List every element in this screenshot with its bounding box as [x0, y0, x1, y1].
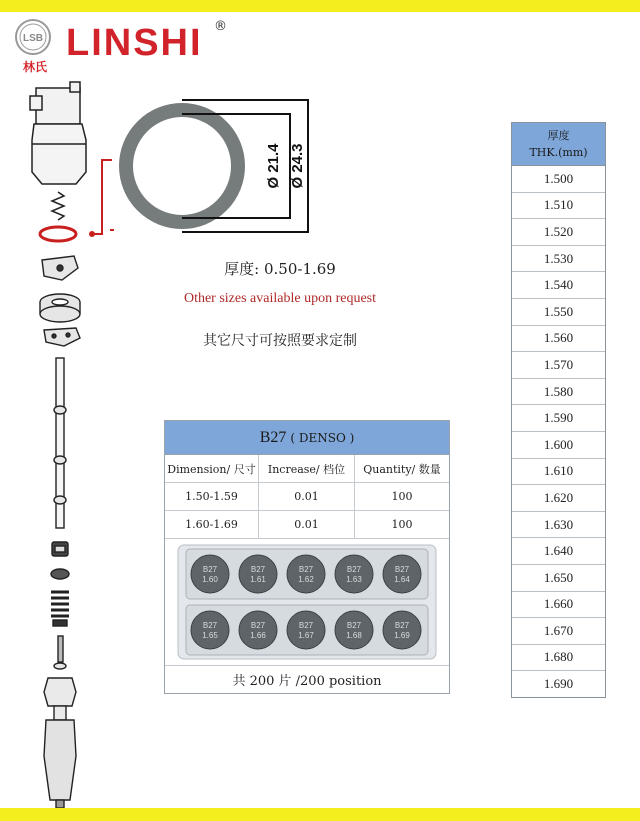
list-item: 1.590: [512, 405, 605, 432]
list-item: 1.550: [512, 299, 605, 326]
seal-icon: [14, 18, 52, 56]
registered-mark: ®: [214, 19, 227, 34]
thickness-header-en: THK.(mm): [529, 146, 588, 159]
list-item: 1.560: [512, 326, 605, 353]
shim-tray-image: [176, 543, 438, 661]
spec-header-row: [165, 455, 449, 483]
shim-disk-label: 1.60: [202, 575, 218, 584]
shim-disk-label: B27: [298, 565, 314, 574]
spec-title-brand: ( DENSO ): [290, 430, 355, 445]
shim-disk-label: B27: [202, 565, 218, 574]
b27-spec-table: [164, 420, 450, 694]
spec-cell-increase: 0.01: [259, 483, 355, 510]
shim-disk-label: 1.64: [394, 575, 410, 584]
top-yellow-bar: [0, 0, 640, 12]
list-item: 1.530: [512, 246, 605, 273]
list-item: 1.690: [543, 676, 574, 692]
thickness-table-header: [512, 123, 605, 166]
shim-disk: [335, 611, 373, 649]
list-item: 1.650: [512, 565, 605, 592]
shim-disk-label: 1.62: [298, 575, 314, 584]
list-item: 1.620: [512, 485, 605, 512]
shim-disk-label: 1.67: [298, 631, 314, 640]
shim-disk: [239, 555, 277, 593]
shim-disk: [335, 555, 373, 593]
list-item: 1.630: [512, 512, 605, 539]
shim-disk: [287, 611, 325, 649]
shim-disk-label: 1.63: [346, 575, 362, 584]
brand-name: LINSHI: [66, 22, 203, 64]
list-item: 1.640: [512, 538, 605, 565]
coil-body: [32, 124, 86, 184]
shim-disk-label: B27: [250, 565, 266, 574]
spec-table-title: [165, 421, 449, 455]
shim-disk-label: B27: [394, 565, 410, 574]
shim-disk: [287, 555, 325, 593]
shim-disk-label: B27: [346, 621, 362, 630]
spec-title-model: B27: [259, 428, 287, 446]
shim-disk: [383, 555, 421, 593]
bottom-yellow-bar: [0, 808, 640, 821]
thickness-range-label: 厚度: 0.50-1.69: [224, 260, 336, 278]
list-item: 1.540: [512, 272, 605, 299]
thickness-header-cn: 厚度: [547, 129, 570, 142]
shim-disk: [383, 611, 421, 649]
shim-disk-label: B27: [202, 621, 218, 630]
table-row: [165, 511, 449, 539]
list-item: 1.610: [512, 459, 605, 486]
shim-disk-label: B27: [250, 621, 266, 630]
list-item: 1.660: [512, 592, 605, 619]
other-sizes-note: Other sizes available upon request: [183, 291, 377, 306]
shim-tray-photo: [165, 539, 449, 666]
list-item: 1.600: [512, 432, 605, 459]
shim-ring: [126, 110, 238, 222]
o-ring-highlight: [40, 227, 76, 241]
shim-disk-label: 1.65: [202, 631, 218, 640]
shim-disk-label: B27: [394, 621, 410, 630]
shim-disk: [191, 611, 229, 649]
list-item: 1.670: [512, 618, 605, 645]
shim-disk: [239, 611, 277, 649]
shim-disk-label: B27: [298, 621, 314, 630]
shim-disk-label: 1.69: [394, 631, 410, 640]
spec-cell-increase: 0.01: [259, 511, 355, 538]
shim-disk-label: B27: [346, 565, 362, 574]
thickness-table: [511, 122, 606, 698]
list-item: 1.580: [512, 379, 605, 406]
shim-disk: [191, 555, 229, 593]
callout-connector: [88, 150, 118, 240]
spec-header-dimension: Dimension/ 尺寸: [165, 455, 259, 482]
list-item: 1.510: [512, 193, 605, 220]
spec-cell-quantity: 100: [391, 518, 413, 531]
list-item: 1.570: [512, 352, 605, 379]
spec-header-increase: Increase/ 档位: [259, 455, 355, 482]
spec-cell-quantity: 100: [391, 490, 413, 503]
list-item: 1.500: [512, 166, 605, 193]
spec-header-quantity: Quantity/ 数量: [363, 462, 441, 476]
table-row: [165, 483, 449, 511]
shim-disk-label: 1.66: [250, 631, 266, 640]
list-item: 1.680: [512, 645, 605, 672]
brand-chinese-name: 林氏: [22, 60, 47, 74]
outer-diameter-label: Ø 24.3: [289, 143, 306, 189]
shim-ring-diagram: [110, 96, 320, 236]
inner-diameter-label: Ø 21.4: [265, 143, 282, 189]
custom-sizes-note-cn: 其它尺寸可按照要求定制: [203, 333, 357, 349]
list-item: 1.520: [512, 219, 605, 246]
spec-cell-dimension: 1.60-1.69: [165, 511, 259, 538]
spec-table-footer: 共 200 片 /200 position: [232, 674, 382, 689]
shim-disk-label: 1.68: [346, 631, 362, 640]
spec-cell-dimension: 1.50-1.59: [165, 483, 259, 510]
brand-logo: [8, 16, 248, 74]
shim-disk-label: 1.61: [250, 575, 266, 584]
seal-text: LSB: [23, 33, 43, 44]
